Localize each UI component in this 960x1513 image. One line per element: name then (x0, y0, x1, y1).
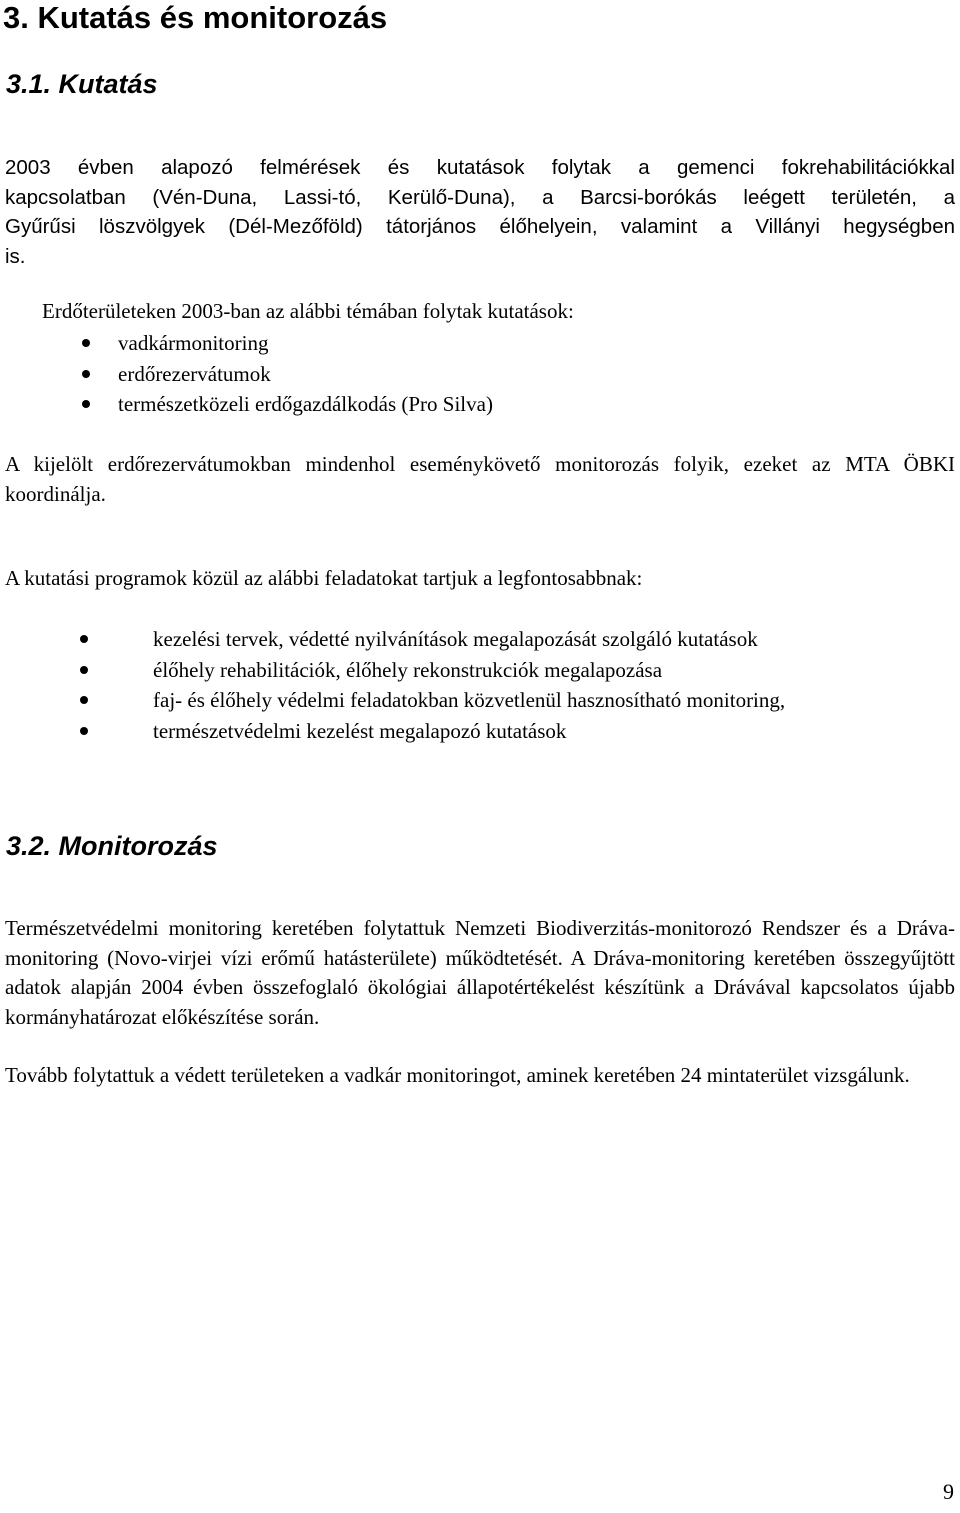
list-item: erdőrezervátumok (118, 359, 493, 390)
research-programs-list (153, 624, 785, 746)
research-intro-line: 2003 évben alapozó felmérések és kutatások folytak a gemenci fokrehabilitációkkal (5, 156, 955, 179)
research-intro-line: kapcsolatban (Vén-Duna, Lassi-tó, Kerülő-Duna), a Barcsi-borókás leégett területén, a (5, 185, 955, 209)
bullet-icon (82, 339, 90, 347)
list-item: vadkármonitoring (118, 328, 493, 359)
research-intro-paragraph (5, 153, 955, 271)
list-item: kezelési tervek, védetté nyilvánítások megalapozását szolgáló kutatások (153, 624, 785, 655)
forest-reserve-paragraph: A kijelölt erdőrezervátumokban mindenhol eseménykövető monitorozás folyik, ezeket az MTA ÖBKI koordinálja. (5, 452, 955, 506)
research-intro-line: is. (5, 244, 26, 268)
bullet-icon (80, 696, 88, 704)
list-item: természetközeli erdőgazdálkodás (Pro Silva) (118, 389, 493, 420)
forest-research-list (118, 328, 493, 420)
bullet-icon (82, 370, 90, 378)
research-programs-intro: A kutatási programok közül az alábbi feladatokat tartjuk a legfontosabbnak: (5, 566, 643, 590)
bullet-icon (80, 727, 88, 735)
chapter-heading: 3. Kutatás és monitorozás (3, 0, 388, 35)
list-item: faj- és élőhely védelmi feladatokban közvetlenül hasznosítható monitoring, (153, 685, 785, 716)
forest-research-intro: Erdőterületeken 2003-ban az alábbi témában folytak kutatások: (42, 299, 574, 323)
research-intro-line: Gyűrűsi löszvölgyek (Dél-Mezőföld) tátorjános élőhelyein, valamint a Villányi hegységben (5, 215, 955, 238)
section-heading-monitoring: 3.2. Monitorozás (6, 831, 218, 861)
section-heading-research: 3.1. Kutatás (6, 69, 158, 99)
page-number: 9 (943, 1479, 954, 1504)
bullet-icon (82, 400, 90, 408)
list-item: élőhely rehabilitációk, élőhely rekonstrukciók megalapozása (153, 655, 785, 686)
list-item: természetvédelmi kezelést megalapozó kutatások (153, 716, 785, 747)
monitoring-paragraph: Természetvédelmi monitoring keretében folytattuk Nemzeti Biodiverzitás-monitorozó Rendszer és a Dráva-monitoring (Novo-virjei vízi erőmű hatásterülete) működtetését. A Dráva-monitoring keretében összegyűjtött adatok alapján 2004 évben összefoglaló ökológiai állapotértékelést készítünk a Drávával kapcsolatos újabb kormányhatározat előkészítése során. (5, 916, 955, 1029)
game-damage-monitoring-paragraph: Tovább folytattuk a védett területeken a vadkár monitoringot, aminek keretében 24 mintaterület vizsgálunk. (5, 1063, 910, 1087)
bullet-icon (80, 635, 88, 643)
bullet-icon (80, 666, 88, 674)
